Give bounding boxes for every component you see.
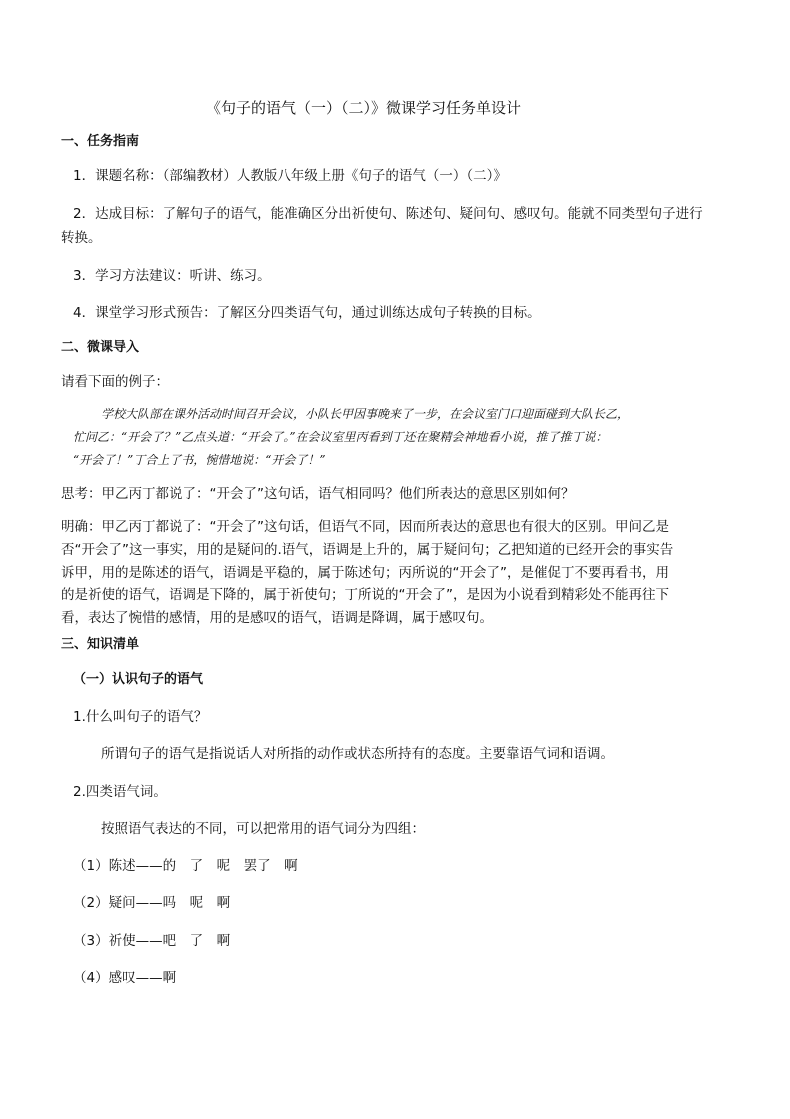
question-four-mood-words: 2.四类语气词。 bbox=[73, 784, 167, 800]
goal-item-line1: 2．达成目标：了解句子的语气，能准确区分出祈使句、陈述句、疑问句、感叹句。能就不同类型句子进行 bbox=[73, 206, 703, 222]
answer-line3: 诉甲，用的是陈述的语气，语调是平稳的，属于陈述句；丙所说的“开会了”，是催促丁不要再看书，用 bbox=[61, 565, 669, 581]
answer-line1: 明确：甲乙丙丁都说了：“开会了”这句话，但语气不同，因而所表达的意思也有很大的区别。甲问乙是 bbox=[61, 519, 669, 535]
section-heading-knowledge-list: 三、知识清单 bbox=[61, 637, 140, 652]
example-paragraph-line3: “开会了！”丁合上了书，惋惜地说：“开会了！” bbox=[73, 453, 326, 467]
section-heading-intro: 二、微课导入 bbox=[61, 340, 140, 355]
example-paragraph-line1: 学校大队部在课外活动时间召开会议，小队长甲因事晚来了一步，在会议室门口迎面碰到大队长乙， bbox=[101, 407, 630, 421]
section-heading-task-guide: 一、任务指南 bbox=[61, 134, 140, 149]
example-intro: 请看下面的例子： bbox=[61, 374, 169, 390]
course-name-item: 1．课题名称：（部编教材）人教版八年级上册《句子的语气（一）（二）》 bbox=[73, 168, 507, 184]
think-question: 思考：甲乙丙丁都说了：“开会了”这句话，语气相同吗？他们所表达的意思区别如何？ bbox=[61, 486, 575, 502]
answer-line5: 看，表达了惋惜的感情，用的是感叹的语气，语调是降调，属于感叹句。 bbox=[61, 610, 493, 626]
question-what-is-mood: 1.什么叫句子的语气？ bbox=[73, 709, 208, 725]
document-title: 《句子的语气（一）（二）》微课学习任务单设计 bbox=[206, 99, 522, 117]
mood-group-declarative: （1）陈述——的 了 呢 罢了 啊 bbox=[73, 858, 298, 874]
mood-group-exclamatory: （4）感叹——啊 bbox=[73, 970, 177, 986]
class-form-item: 4．课堂学习形式预告：了解区分四类语气句，通过训练达成句子转换的目标。 bbox=[73, 305, 541, 321]
answer-line4: 的是祈使的语气，语调是下降的，属于祈使句；丁所说的“开会了”，是因为小说看到精彩处不能再往下 bbox=[61, 587, 669, 603]
answer-line2: 否“开会了”这一事实，用的是疑问的.语气，语调是上升的，属于疑问句；乙把知道的已经开会的事实告 bbox=[61, 542, 674, 558]
mood-group-imperative: （3）祈使——吧 了 啊 bbox=[73, 933, 231, 949]
mood-group-interrogative: （2）疑问——吗 呢 啊 bbox=[73, 895, 231, 911]
subsection-heading-sentence-mood: （一）认识句子的语气 bbox=[73, 672, 204, 687]
method-item: 3．学习方法建议：听讲、练习。 bbox=[73, 268, 271, 284]
mood-words-intro: 按照语气表达的不同，可以把常用的语气词分为四组： bbox=[101, 821, 425, 837]
goal-item-line2: 转换。 bbox=[61, 230, 102, 246]
mood-definition: 所谓句子的语气是指说话人对所指的动作或状态所持有的态度。主要靠语气词和语调。 bbox=[101, 746, 614, 762]
example-paragraph-line2: 忙问乙：“开会了？”乙点头道：“开会了。”在会议室里丙看到丁还在聚精会神地看小说，推了推丁说： bbox=[73, 430, 608, 444]
